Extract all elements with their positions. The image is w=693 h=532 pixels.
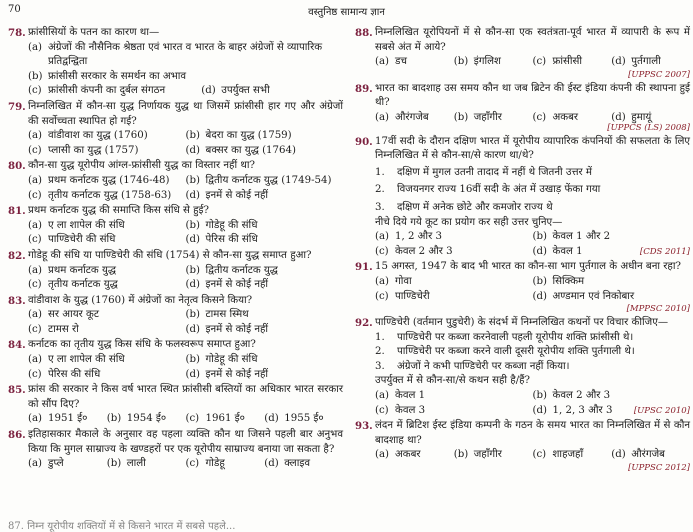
question-text: 17वीं सदी के दौरान दक्षिण भारत में यूरोपीय व्यापारिक कंपनियों की सफलता के लिए निम्नलिखित में से कौन-सा/से कारण था/थे? xyxy=(375,135,690,162)
question-number: 83. xyxy=(8,294,26,307)
question-84 xyxy=(8,338,343,382)
question-number: 80. xyxy=(8,160,26,173)
option-d: (d) औरंगजेब xyxy=(611,449,665,461)
option-a: (a) अकबर xyxy=(375,449,421,461)
option-a: (a) ए ला शापेल की संधि xyxy=(28,354,125,366)
left-column xyxy=(8,26,343,473)
question-text: लंदन में ब्रिटिश ईस्ट इंडिया कम्पनी के गठन के समय भारत का निम्नलिखित में से कौन बादशाह था? xyxy=(375,420,690,446)
question-text: कर्नाटक का तृतीय युद्ध किस संधि के फलस्वरूप समाप्त हुआ? xyxy=(28,339,256,351)
option-c: (c) फ्रांसीसी कंपनी का दुर्बल संगठन xyxy=(28,85,166,97)
option-d: (d) इनमें से कोई नहीं xyxy=(185,323,269,335)
statement-1: 1. पाण्डिचेरी पर कब्जा करनेवाली पहली यूरोपीय शक्ति फ्रांसीसी थे। xyxy=(375,331,634,343)
option-c: (c) अकबर xyxy=(532,111,579,123)
question-number: 91. xyxy=(355,261,373,274)
option-c: (c) फ्रांसीसी xyxy=(532,56,583,68)
question-89 xyxy=(355,82,690,134)
question-90 xyxy=(355,135,690,260)
option-b: (b) केवल 1 और 2 xyxy=(532,231,611,243)
question-number: 88. xyxy=(355,27,373,39)
option-a: (a) 1951 ई० xyxy=(28,413,88,425)
statement-3: 3. अंग्रेजों ने कभी पाण्डिचेरी पर कब्जा नहीं किया। xyxy=(375,360,570,372)
option-c: (c) 1961 ई० xyxy=(185,413,245,425)
question-text: पाण्डिचेरी (वर्तमान पुडुचेरी) के संदर्भ में निम्नलिखित कथनों पर विचार कीजिए— xyxy=(375,317,669,329)
option-d: (d) हुमायूं xyxy=(611,111,652,123)
option-d: (d) इनमें से कोई नहीं xyxy=(185,368,269,380)
option-b: (b) 1954 ई० xyxy=(106,413,167,425)
question-92 xyxy=(355,316,690,418)
option-b: (b) द्वितीय कर्नाटक युद्ध xyxy=(185,264,278,276)
question-text: इतिहासकार मैकाले के अनुसार वह पहला व्यक्ति कौन था जिसने पहली बार अनुभव किया कि मुगल साम्राज्य के खण्डहरों पर एक यूरोपीय साम्राज्य बनाया जा सकता है? xyxy=(28,429,343,455)
instruction-text: नीचे दिये गये कूट का प्रयोग कर सही उत्तर चुनिए— xyxy=(375,216,563,228)
option-a: (a) अंग्रेजों की नौसैनिक श्रेष्ठता एवं भारत व भारत के बाहर अंग्रेजों से व्यापारिक प्रतिद्वन्द्विता xyxy=(28,41,323,68)
option-c: (c) केवल 2 और 3 xyxy=(375,245,453,257)
option-c: (c) प्लासी का युद्ध (1757) xyxy=(28,144,139,156)
exam-source-tag: [UPPSC 2012] xyxy=(628,463,690,474)
question-81 xyxy=(8,204,343,248)
option-d: (d) इनमें से कोई नहीं xyxy=(185,279,269,291)
option-d: (d) बक्सर का युद्ध (1764) xyxy=(185,144,296,156)
option-a: (a) औरंगजेब xyxy=(375,111,429,123)
option-d: (d) उपर्युक्त सभी xyxy=(201,85,270,97)
question-number: 90. xyxy=(355,135,373,148)
statement-2: 2. पाण्डिचेरी पर कब्जा करने वाली दूसरी यूरोपीय शक्ति पुर्तगाली थे। xyxy=(375,346,635,358)
option-b: (b) केवल 2 और 3 xyxy=(532,390,611,402)
option-a: (a) ए ला शापेल की संधि xyxy=(28,219,125,231)
question-text: प्रथम कर्नाटक युद्ध की समाप्ति किस संधि से हुई? xyxy=(28,205,209,217)
question-number: 82. xyxy=(8,249,26,262)
question-number: 78. xyxy=(8,27,26,39)
option-a: (a) प्रथम कर्नाटक युद्ध xyxy=(28,264,116,276)
right-column xyxy=(355,26,690,475)
question-number: 79. xyxy=(8,100,26,113)
option-a: (a) डच xyxy=(375,56,407,68)
option-c: (c) केवल 3 xyxy=(375,404,426,416)
question-number: 81. xyxy=(8,205,26,218)
page-number: 70 xyxy=(8,4,21,15)
option-b: (b) लाली xyxy=(106,458,146,470)
option-a: (a) डुप्ले xyxy=(28,458,64,470)
instruction-text: उपर्युक्त में से कौन-सा/से कथन सही है/हैं? xyxy=(375,375,530,387)
option-c: (c) गोडेहू xyxy=(185,458,225,470)
question-83 xyxy=(8,294,343,338)
option-d: (d) केवल 1 [CDS 2011] xyxy=(533,245,691,260)
option-c: (c) पाण्डिचेरी की संधि xyxy=(28,234,116,246)
option-a: (a) सर आयर कूट xyxy=(28,309,99,321)
question-text: फ्रांसीसियों के पतन का कारण था— xyxy=(28,27,160,38)
question-number: 84. xyxy=(8,339,26,352)
question-number: 85. xyxy=(8,384,26,397)
exam-source-tag: [MPPSC 2010] xyxy=(626,304,690,315)
question-number: 89. xyxy=(355,82,373,95)
option-a: (a) 1, 2 और 3 xyxy=(375,231,442,243)
question-93 xyxy=(355,419,690,474)
question-79 xyxy=(8,100,343,158)
cutoff-question-87: 87. निम्न यूरोपीय शक्तियों में से किसने भारत में सबसे पहले... xyxy=(8,521,236,532)
statement-1: 1. दक्षिण में मुगल उतनी तादाद में नहीं थे जितनी उत्तर में xyxy=(375,166,592,178)
option-c: (c) पेरिस की संधि xyxy=(28,368,101,380)
question-text: कौन-सा युद्ध यूरोपीय आंग्ल-फ्रांसीसी युद्ध का विस्तार नहीं था? xyxy=(28,160,255,172)
option-c: (c) शाहजहाँ xyxy=(532,449,584,461)
option-b: (b) गोडेहू की संधि xyxy=(185,219,258,231)
option-b: (b) सिक्किम xyxy=(532,275,585,287)
question-78 xyxy=(8,26,343,99)
option-d: (d) 1955 ई० xyxy=(264,413,324,425)
option-b: (b) द्वितीय कर्नाटक युद्ध (1749-54) xyxy=(185,174,332,186)
exam-source-tag: [UPSC 2010] xyxy=(633,405,690,416)
question-86 xyxy=(8,428,343,472)
option-d: (d) इनमें से कोई नहीं xyxy=(185,189,269,201)
question-text: निम्नलिखित में कौन-सा युद्ध निर्णायक युद्ध था जिसमें फ्रांसीसी हार गए और अंग्रेजों की सर्वोच्चता स्थापित हो गई? xyxy=(28,100,343,127)
option-d: (d) अण्डमान एवं निकोबार xyxy=(532,290,635,302)
exam-source-tag: [UPPSC 2007] xyxy=(628,69,690,80)
option-b: (b) टामस स्मिथ xyxy=(185,309,249,321)
option-b: (b) जहाँगीर xyxy=(453,449,502,461)
option-b: (b) जहाँगीर xyxy=(453,111,502,123)
exam-source-tag: [UPPCS (LS) 2008] xyxy=(607,122,690,133)
option-b: (b) गोडेहू की संधि xyxy=(185,354,258,366)
statement-3: 3. दक्षिण में अनेक छोटे और कमजोर राज्य थे xyxy=(375,201,553,213)
option-c: (c) तृतीय कर्नाटक युद्ध xyxy=(28,279,118,291)
question-text: फ्रांस की सरकार ने किस वर्ष भारत स्थित फ्रांसीसी बस्तियों का अधिकार भारत सरकार को सौंप दिए? xyxy=(28,384,343,410)
question-text: निम्नलिखित यूरोपियनों में से कौन-सा एक स्वतंत्रता-पूर्व भारत में व्यापारी के रूप में सबसे अंत में आये? xyxy=(375,27,690,53)
question-85 xyxy=(8,383,343,427)
option-b: (b) इंगलिश xyxy=(453,56,501,68)
option-b: (b) बेदरा का युद्ध (1759) xyxy=(185,130,292,142)
option-a: (a) केवल 1 xyxy=(375,390,426,402)
question-text: भारत का बादशाह उस समय कौन था जब ब्रिटेन की ईस्ट इंडिया कंपनी की स्थापना हुई थी? xyxy=(375,82,690,109)
question-82 xyxy=(8,249,343,293)
option-d: (d) क्लाइव xyxy=(264,458,311,470)
book-title: वस्तुनिष्ठ सामान्य ज्ञान xyxy=(308,7,385,18)
option-c: (c) टामस रो xyxy=(28,323,79,335)
question-text: 15 अगस्त, 1947 के बाद भी भारत का कौन-सा भाग पुर्तगाल के अधीन बना रहा? xyxy=(375,261,681,273)
question-text: वांडीवाश के युद्ध (1760) में अंग्रेजों का नेतृत्व किसने किया? xyxy=(28,294,253,306)
option-a: (a) वांडीवाश का युद्ध (1760) xyxy=(28,130,148,142)
option-a: (a) प्रथम कर्नाटक युद्ध (1746-48) xyxy=(28,174,170,186)
question-80 xyxy=(8,159,343,203)
option-d: (d) पुर्तगाली xyxy=(611,56,661,68)
statement-2: 2. विजयनगर राज्य 16वीं सदी के अंत में उखाड़ फेंका गया xyxy=(375,184,601,196)
option-c: (c) तृतीय कर्नाटक युद्ध (1758-63) xyxy=(28,189,172,201)
option-d: (d) पेरिस की संधि xyxy=(185,234,258,246)
question-text: गोडेहू की संधि या पाण्डिचेरी की संधि (1754) से कौन-सा युद्ध समाप्त हुआ? xyxy=(28,249,312,261)
question-number: 92. xyxy=(355,317,373,330)
option-d: (d) 1, 2, 3 और 3 [UPSC 2010] xyxy=(533,404,691,419)
question-88 xyxy=(355,26,690,81)
question-91 xyxy=(355,260,690,315)
option-b: (b) फ्रांसीसी सरकार के समर्थन का अभाव xyxy=(28,70,187,82)
question-number: 93. xyxy=(355,420,373,433)
option-a: (a) गोवा xyxy=(375,275,412,287)
exam-source-tag: [CDS 2011] xyxy=(639,246,690,257)
page-header xyxy=(0,4,693,20)
question-number: 86. xyxy=(8,429,26,442)
option-c: (c) पाण्डिचेरी xyxy=(375,290,430,302)
